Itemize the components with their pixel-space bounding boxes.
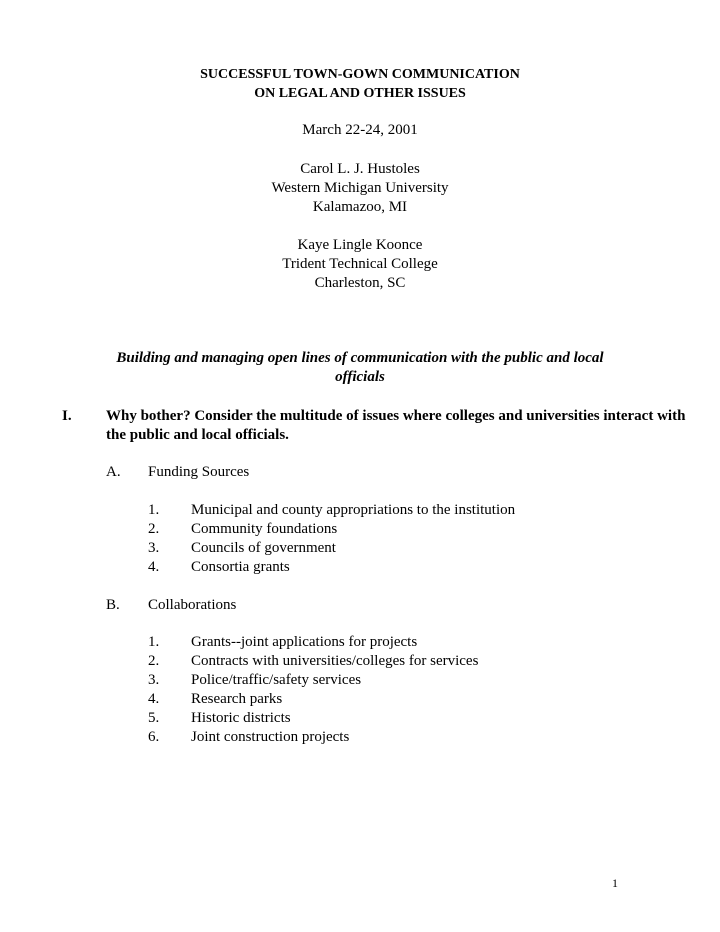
author-2-institution: Trident Technical College <box>282 256 438 272</box>
author-1-name: Carol L. J. Hustoles <box>300 161 420 177</box>
subtitle-line-2: officials <box>335 369 385 385</box>
author-1-institution: Western Michigan University <box>271 180 449 196</box>
subsection-a-title: Funding Sources <box>148 464 250 480</box>
list-item-text: Grants--joint applications for projects <box>191 634 418 650</box>
list-item-text: Consortia grants <box>191 559 290 575</box>
section-heading: Why bother? Consider the multitude of issues where colleges and universities interact with the public and local officials. <box>106 408 686 443</box>
list-item-number: 4. <box>148 559 160 575</box>
list-item-text: Police/traffic/safety services <box>191 672 362 688</box>
list-item-text: Municipal and county appropriations to the institution <box>191 502 516 518</box>
list-item-number: 5. <box>148 710 160 726</box>
subsection-b-letter: B. <box>106 597 120 613</box>
document-title-line-2: ON LEGAL AND OTHER ISSUES <box>254 86 466 101</box>
page-number: 1 <box>612 876 618 890</box>
list-item-number: 6. <box>148 729 160 745</box>
list-item-text: Contracts with universities/colleges for services <box>191 653 479 669</box>
list-item-number: 2. <box>148 521 160 537</box>
document-date: March 22-24, 2001 <box>302 122 418 138</box>
list-item-number: 2. <box>148 653 160 669</box>
list-item-number: 3. <box>148 672 160 688</box>
list-item-text: Community foundations <box>191 521 338 537</box>
subtitle-line-1: Building and managing open lines of communication with the public and local <box>116 350 604 366</box>
list-item-text: Joint construction projects <box>191 729 350 745</box>
document-subtitle <box>70 349 650 387</box>
subsection-a-letter: A. <box>106 464 121 480</box>
author-1-location: Kalamazoo, MI <box>312 199 408 215</box>
list-item-text: Councils of government <box>191 540 336 556</box>
list-item-text: Research parks <box>191 691 283 707</box>
list-item-text: Historic districts <box>191 710 291 726</box>
subsection-b-title: Collaborations <box>148 597 237 613</box>
list-item-number: 1. <box>148 634 160 650</box>
section-numeral: I. <box>62 408 72 424</box>
list-item-number: 3. <box>148 540 160 556</box>
list-item-number: 4. <box>148 691 160 707</box>
document-title-line-1: SUCCESSFUL TOWN-GOWN COMMUNICATION <box>200 67 520 82</box>
author-2-name: Kaye Lingle Koonce <box>297 237 423 253</box>
list-item-number: 1. <box>148 502 160 518</box>
author-2-location: Charleston, SC <box>314 275 406 291</box>
